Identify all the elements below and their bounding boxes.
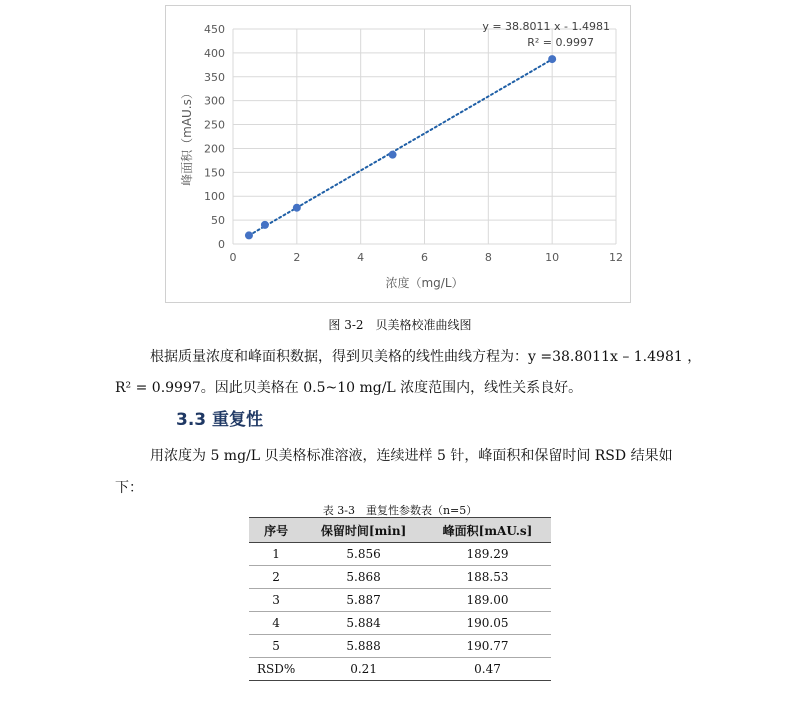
y-tick-label: 400 [204, 46, 225, 60]
y-tick-label: 0 [218, 238, 225, 251]
y-tick-label: 350 [204, 70, 225, 84]
y-axis-title: 峰面积（mAU.s） [180, 87, 194, 186]
y-tick-label: 250 [204, 118, 225, 132]
table-cell: RSD% [249, 658, 303, 681]
data-point [245, 231, 253, 239]
y-tick-label: 50 [211, 214, 225, 228]
x-tick-label: 8 [484, 251, 492, 264]
y-tick-label: 150 [204, 166, 225, 180]
table-row [249, 658, 551, 681]
table-cell: 189.29 [424, 543, 551, 566]
table-cell: 4 [249, 612, 303, 635]
data-point [261, 221, 269, 229]
table-cell: 3 [249, 589, 303, 612]
table-cell: 1 [249, 543, 303, 566]
x-tick-label: 6 [421, 251, 428, 264]
trendline-r2: R² = 0.9997 [527, 36, 594, 49]
table-header-cell: 峰面积[mAU.s] [424, 518, 551, 543]
calibration-chart [165, 5, 631, 303]
table-cell: 5.856 [303, 543, 424, 566]
paragraph-line: 用浓度为 5 mg/L 贝美格标准溶液，连续进样 5 针，峰面积和保留时间 RSD 结果如 [150, 448, 673, 464]
x-tick-label: 0 [229, 251, 237, 264]
table-cell: 5.868 [303, 566, 424, 589]
chart-svg [166, 6, 632, 304]
paragraph-line: 根据质量浓度和峰面积数据，得到贝美格的线性曲线方程为：y =38.8011x – 1.4981 ， [150, 349, 702, 365]
y-tick-label: 200 [204, 142, 225, 156]
table-cell: 190.05 [424, 612, 551, 635]
x-tick-label: 12 [609, 251, 623, 264]
table-cell: 188.53 [424, 566, 551, 589]
x-tick-label: 10 [545, 251, 560, 264]
y-tick-label: 300 [204, 94, 225, 108]
table-row [249, 635, 551, 658]
data-point [389, 151, 397, 159]
section-heading: 3.3 重复性 [176, 410, 264, 430]
table-cell: 189.00 [424, 589, 551, 612]
table-row [249, 543, 551, 566]
table-title: 表 3-3 重复性参数表（n=5） [322, 504, 478, 517]
table-row [249, 566, 551, 589]
table-cell: 190.77 [424, 635, 551, 658]
x-axis-title: 浓度（mg/L） [385, 276, 464, 290]
data-point [548, 55, 556, 63]
table-cell: 0.47 [424, 658, 551, 681]
table-header-row [249, 518, 551, 543]
x-tick-label: 4 [357, 251, 365, 264]
table-cell: 2 [249, 566, 303, 589]
data-point [293, 204, 301, 212]
repeatability-table [249, 517, 551, 681]
trendline-equation: y = 38.8011 x - 1.4981 [482, 20, 610, 33]
figure-caption: 图 3-2 贝美格校准曲线图 [328, 318, 472, 332]
y-tick-label: 100 [204, 190, 225, 204]
table-row [249, 589, 551, 612]
paragraph-line: R² = 0.9997。因此贝美格在 0.5~10 mg/L 浓度范围内，线性关系良好。 [115, 380, 583, 396]
x-tick-label: 2 [293, 251, 301, 264]
y-tick-label: 450 [204, 23, 225, 36]
table-header-cell: 序号 [249, 518, 303, 543]
table-row [249, 612, 551, 635]
paragraph-line: 下： [115, 480, 143, 496]
table-cell: 5.884 [303, 612, 424, 635]
table-header-cell: 保留时间[min] [303, 518, 424, 543]
table-cell: 0.21 [303, 658, 424, 681]
table-cell: 5.887 [303, 589, 424, 612]
table-cell: 5.888 [303, 635, 424, 658]
table-cell: 5 [249, 635, 303, 658]
